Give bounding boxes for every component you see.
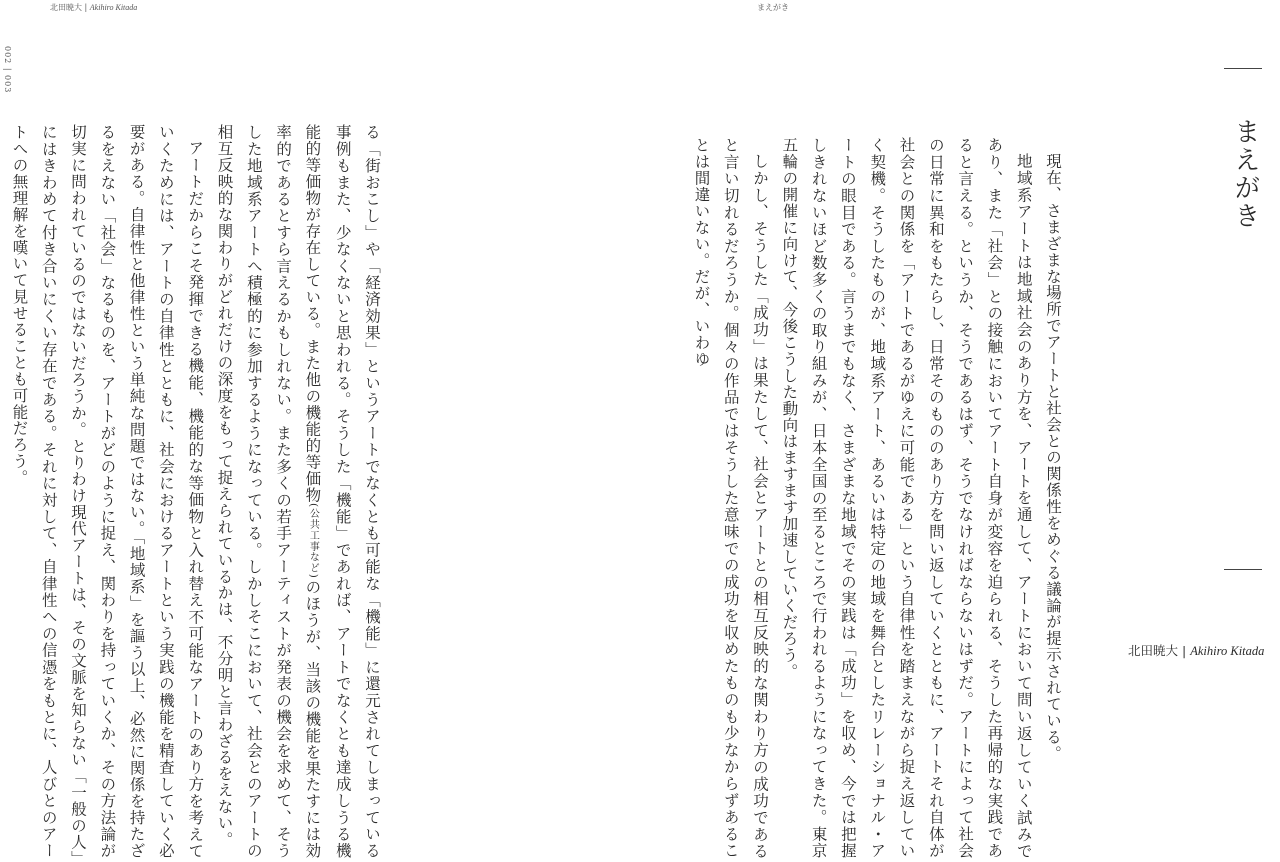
left-page-body (10, 124, 386, 859)
running-head-left (50, 2, 137, 13)
title-rule-top (1224, 68, 1262, 69)
running-head-separator: | (84, 3, 88, 12)
page-numbers: 002 | 003 (3, 46, 12, 94)
running-head-author-en: Akihiro Kitada (89, 3, 138, 12)
left-paragraph-text: る「街おこし」や「経済効果」というアートでなくとも可能な「機能」に還元されてしまっている事例もまた、少なくないと思われる。そうした「機能」であれば、アートでなくとも達成しうる機能的等価物が存在している。また他の機能的等価物 (303, 124, 381, 859)
byline-separator: | (1182, 643, 1187, 658)
chapter-title: まえがき (1230, 118, 1260, 230)
left-paragraph-text: のほうが、当該の機能を果たすには効率的であるとすら言えるかもしれない。また多くの若手アーティストが発表の機会を求めて、そうした地域系アートへ積極的に参加するようになっている。しかしそこにおいて、社会とのアートの相互反映的な関わりがどれだけの深度をもって捉えられているかは、不分明と言わざるをえない。 (215, 124, 322, 859)
right-page-body (692, 137, 1067, 859)
running-head-right: まえがき (757, 3, 789, 12)
author-byline (1128, 641, 1264, 659)
byline-author-en: Akihiro Kitada (1190, 644, 1265, 658)
left-paragraph-note: (公共工事など) (307, 503, 319, 579)
title-rule-bottom (1224, 569, 1262, 570)
byline-author-jp: 北田暁大 (1128, 643, 1179, 658)
right-paragraph: 現在、さまざまな場所でアートと社会との関係性をめぐる議論が提示されている。 (1044, 152, 1062, 762)
right-paragraph: 地域系アートは地域社会のあり方を、アートを通して、アートにおいて問い返していく試みであり、また「社会」との接触においてアート自身が変容を迫られる、そうした再帰的な実践であると言える。というか、そうであるはず、そうでなければならないはずだ。アートによって社会の日常に異和をもたらし、日常そのもののあり方を問い返していくとともに、アートそれ自体が社会との関係を「アートであるがゆえに可能である」という自律性を踏まえながら捉え返していく契機。そうしたものが、地域系アート、あるいは特定の地域を舞台としたリレーショナル・アートの眼目である。言うまでもなく、さまざまな地域でその実践は「成功」を収め、今では把握しきれないほど数多くの取り組みが、日本全国の至るところで行われるようになってきた。東京五輪の開催に向けて、今後こうした動向はますます加速していくだろう。 (780, 137, 1033, 859)
left-paragraph (209, 124, 386, 859)
left-paragraph (0, 124, 4, 859)
running-head-author-jp: 北田暁大 (50, 3, 82, 12)
left-paragraph: アートだからこそ発揮できる機能、機能的な等価物と入れ替え不可能なアートのあり方を考えていくためには、アートの自律性とともに、社会におけるアートという実践の機能を精査していく必要がある。自律性と他律性という単純な問題ではない。「地域系」を謳う以上、必然に関係を持たざるをえない「社会」なるものを、アートがどのように捉え、関わりを持っていくか、その方法論が切実に問われているのではないだろうか。とりわけ現代アートは、その文脈を知らない「一般の人」にはきわめて付き合いにくい存在である。それに対して、自律性への信憑をもとに、人びとのアートへの無理解を嘆いて見せることも可能だろう。 (10, 124, 205, 859)
right-paragraph: しかし、そうした「成功」は果たして、社会とアートとの相互反映的な関わり方の成功であると言い切れるだろうか。個々の作品ではそうした意味での成功を収めたものも少なからずあることは間違いない。だが、いわゆ (692, 137, 770, 859)
